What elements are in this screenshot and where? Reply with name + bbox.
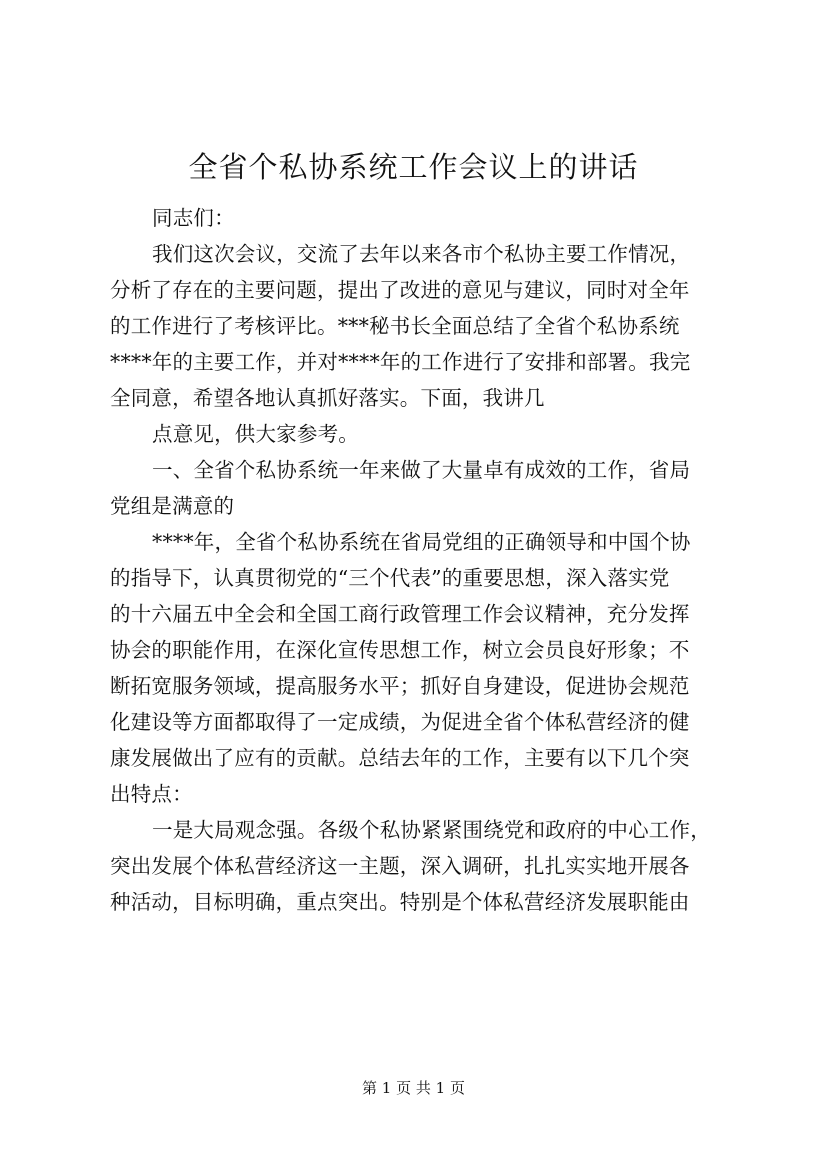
paragraph-line: 种活动，目标明确，重点突出。特别是个体私营经济发展职能由: [110, 890, 690, 914]
paragraph-line: 分析了存在的主要问题，提出了改进的意见与建议，同时对全年: [110, 278, 690, 302]
paragraph-line: 的指导下，认真贯彻党的“三个代表”的重要思想，深入落实党: [110, 566, 670, 590]
paragraph-line: 协会的职能作用，在深化宣传思想工作，树立会员良好形象；不: [110, 638, 690, 662]
paragraph-line: 化建设等方面都取得了一定成绩，为促进全省个体私营经济的健: [110, 710, 690, 734]
document-body: [110, 200, 730, 920]
section-heading-line: 党组是满意的: [110, 494, 235, 518]
paragraph-line: ****年，全省个私协系统在省局党组的正确领导和中国个协: [152, 530, 691, 554]
paragraph-line: 康发展做出了应有的贡献。总结去年的工作，主要有以下几个突: [110, 746, 690, 770]
paragraph-line: 一是大局观念强。各级个私协紧紧围绕党和政府的中心工作，: [152, 818, 711, 842]
salutation-line: 同志们：: [152, 206, 235, 230]
paragraph-line: 的工作进行了考核评比。***秘书长全面总结了全省个私协系统: [110, 314, 680, 338]
paragraph-line: 出特点：: [110, 782, 193, 806]
paragraph-line: 的十六届五中全会和全国工商行政管理工作会议精神，充分发挥: [110, 602, 690, 626]
paragraph-line: 断拓宽服务领域，提高服务水平；抓好自身建设，促进协会规范: [110, 674, 690, 698]
document-title: 全省个私协系统工作会议上的讲话: [188, 150, 639, 184]
paragraph-line: 我们这次会议，交流了去年以来各市个私协主要工作情况，: [152, 242, 691, 266]
paragraph-line: 突出发展个体私营经济这一主题，深入调研，扎扎实实地开展各: [110, 854, 690, 878]
page-number-footer: 第 1 页 共 1 页: [362, 1079, 465, 1097]
paragraph-line: 点意见，供大家参考。: [152, 422, 359, 446]
paragraph-line: 全同意，希望各地认真抓好落实。下面，我讲几: [110, 386, 545, 410]
paragraph-line: ****年的主要工作，并对****年的工作进行了安排和部署。我完: [110, 350, 691, 374]
section-heading-line: 一、全省个私协系统一年来做了大量卓有成效的工作，省局: [152, 458, 691, 482]
